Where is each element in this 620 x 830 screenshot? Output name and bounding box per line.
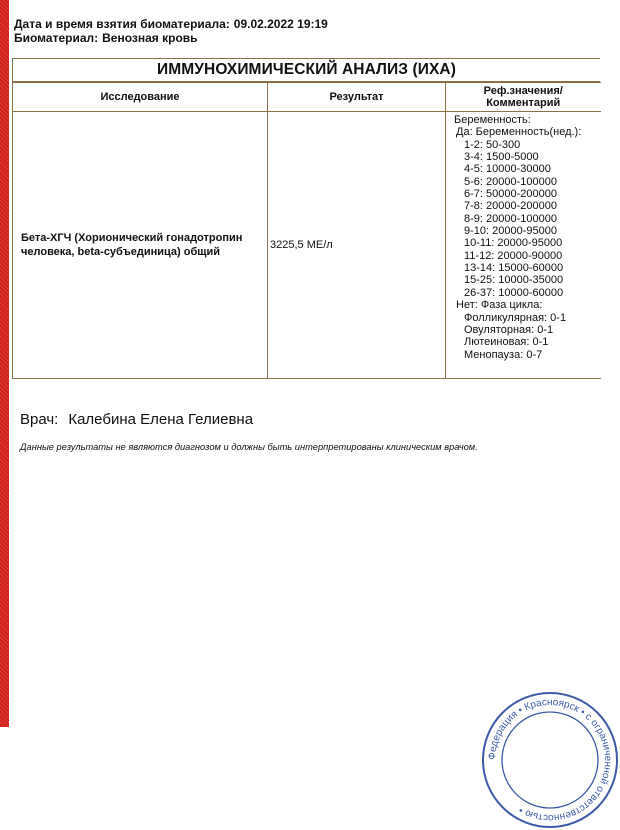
column-header-reference	[446, 83, 601, 112]
collection-datetime-line	[14, 17, 328, 31]
study-name-line1: Бета-ХГЧ (Хорионический гонадотропин	[21, 232, 243, 244]
ref-pregnancy-yes: Да: Беременность(нед.):	[456, 126, 582, 139]
table-title: ИММУНОХИМИЧЕСКИЙ АНАЛИЗ (ИХА)	[12, 58, 600, 82]
stamp-outer-ring	[483, 693, 617, 827]
ref-week-26-37: 26-37: 10000-60000	[464, 286, 564, 299]
ref-week-6-7: 6-7: 50000-200000	[464, 188, 557, 201]
organization-stamp	[480, 690, 620, 830]
column-header-result: Результат	[268, 83, 446, 112]
ref-week-5-6: 5-6: 20000-100000	[464, 175, 557, 188]
disclaimer: Данные результаты не являются диагнозом и должны быть интерпретированы клиническим врачом.	[20, 442, 478, 452]
ref-pregnancy-no: Нет: Фаза цикла:	[456, 299, 543, 312]
ref-week-8-9: 8-9: 20000-100000	[464, 212, 557, 225]
ref-phase-luteal: Лютеиновая: 0-1	[464, 336, 549, 349]
collection-datetime-label: Дата и время взятия биоматериала:	[14, 17, 230, 31]
left-red-border-stripe	[0, 0, 9, 727]
ref-week-10-11: 10-11: 20000-95000	[464, 237, 563, 250]
biomaterial-value: Венозная кровь	[102, 31, 198, 45]
stamp-inner-ring	[502, 712, 598, 808]
ref-week-4-5: 4-5: 10000-30000	[464, 163, 551, 176]
result-value-cell: 3225,5 МЕ/л	[268, 112, 446, 379]
biomaterial-label: Биоматериал:	[14, 31, 99, 45]
reference-header-line2: Комментарий	[486, 97, 561, 109]
ref-pregnancy-heading: Беременность:	[454, 114, 531, 126]
table-row	[13, 112, 601, 379]
biomaterial-line	[14, 31, 328, 45]
ref-week-13-14: 13-14: 15000-60000	[464, 262, 564, 275]
stamp-text	[487, 697, 613, 823]
doctor-signature-line	[20, 411, 253, 428]
study-name-line2: человека, beta-субъединица) общий	[21, 246, 221, 258]
reference-header-line1: Реф.значения/	[483, 85, 563, 97]
sample-info	[14, 17, 328, 45]
column-header-study: Исследование	[13, 83, 268, 112]
ref-week-11-12: 11-12: 20000-90000	[464, 249, 563, 262]
reference-values-cell	[446, 112, 601, 379]
ref-week-3-4: 3-4: 1500-5000	[464, 151, 539, 164]
doctor-name: Калебина Елена Гелиевна	[68, 411, 254, 428]
ref-week-7-8: 7-8: 20000-200000	[464, 200, 557, 213]
ref-week-15-25: 15-25: 10000-35000	[464, 274, 564, 287]
doctor-label: Врач:	[20, 411, 59, 428]
ref-phase-ovulatory: Овуляторная: 0-1	[464, 323, 554, 336]
results-table	[12, 58, 600, 379]
ref-phase-menopause: Менопауза: 0-7	[464, 348, 543, 361]
table-header-row	[13, 83, 601, 112]
ref-week-9-10: 9-10: 20000-95000	[464, 225, 557, 238]
collection-datetime-value: 09.02.2022 19:19	[233, 17, 328, 31]
stamp-text-path: Федерация • Красноярск • с ограниченной ответственностью •	[486, 696, 614, 824]
ref-week-1-2: 1-2: 50-300	[464, 138, 521, 151]
results-grid	[12, 82, 601, 379]
study-name-cell	[13, 112, 268, 379]
ref-phase-follicular: Фолликулярная: 0-1	[464, 311, 567, 324]
